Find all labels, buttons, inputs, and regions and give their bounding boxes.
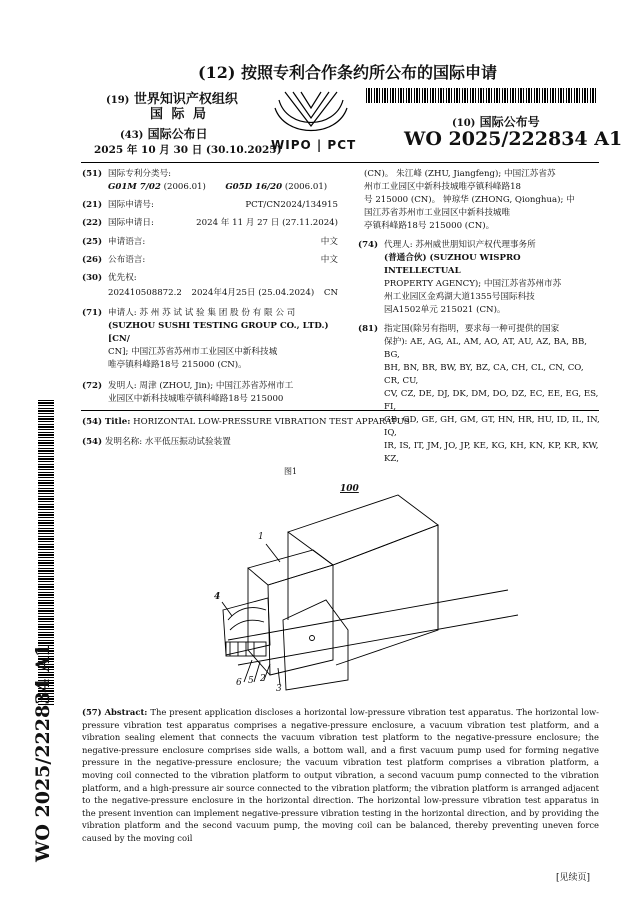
designated-states-5: IR, IS, IT, JM, JO, JP, KE, KG, KH, KN, KP, KR, KW, KZ, [384,441,599,464]
f81-num: (81) [358,324,379,334]
priority-country: CN [323,288,338,298]
f71-num: (71) [82,308,103,318]
inventors-cont-1: (CN)。 朱江峰 (ZHU, Jiangfeng); 中国江苏省苏 [364,169,556,179]
agent-address-1: 州工业园区金鸡湖大道1355号国际科技 [384,292,535,302]
applicant-address-2: 唯亭镇科峰路18号 215000 (CN)。 [108,360,247,370]
field-51 [82,168,338,194]
abstract-num: (57) [82,707,102,717]
designated-states-1: 保护): AE, AG, AL, AM, AO, AT, AU, AZ, BA, BB, BG, [384,337,588,360]
pub-no-value: WO 2025/222834 A1 [404,128,623,150]
field-71 [82,307,338,372]
abstract-text: The present application discloses a horizontal low-pressure vibration test apparatus. The horizontal low-pressure vibration test apparatus comprises a negative-pressure enclosure, a vacuum vibration test platform, and a vibration sealing element that connects the vacuum vibration test platform to the negative-pressure enclosure; the negative-pressure enclosure comprises side walls, a bottom wall, and a first vacuum pump used for forming negative pressure in the negative-pressure enclosure; the vacuum vibration test platform comprises a vibration platform, a moving coil connected to the vibration platform to output vibration, a second vacuum pump connected to the vibration platform, and a high-pressure air source connected to the vibration platform; the vibration platform is arranged adjacent to the negative-pressure enclosure in the horizontal direction. The horizontal low-pressure vibration test apparatus in the present invention can implement negative-pressure vibration testing in the horizontal direction, and by providing the vibration platform and the second vacuum pump, the moving coil can be balanced, thereby preventing uneven force caused by the moving coil [82,707,599,843]
fig-ref-1: 1 [258,532,264,542]
filing-date: 2024 年 11 月 27 日 (27.11.2024) [196,218,338,228]
pub-no-num: (10) [452,118,476,129]
title-en-value: HORIZONTAL LOW-PRESSURE VIBRATION TEST APPARATUS [133,417,410,427]
agent-name-en-2: PROPERTY AGENCY); 中国江苏省苏州市苏 [384,279,562,289]
f22-label: 国际申请日: [108,218,154,228]
inventor-line-1: 周津 (ZHOU, Jin); 中国江苏省苏州市工 [139,381,294,391]
designated-intro: (除另有指明，要求每一种可提供的国家 [409,324,560,334]
priority-date: 2024年4月25日 (25.04.2024) [191,288,315,298]
f74-num: (74) [358,240,379,250]
f26-label: 公布语言: [108,255,146,265]
ipc-class-1-date: (2006.01) [163,182,206,192]
doc-type-text: 按照专利合作条约所公布的国际申请 [240,63,497,82]
inventors-cont-4: 国江苏省苏州市工业园区中新科技城唯 [364,208,511,218]
f25-num: (25) [82,237,103,247]
pub-no-label-text: 国际公布号 [479,115,540,129]
abstract [82,706,599,845]
f30-label: 优先权: [108,273,137,283]
top-barcode [366,88,598,103]
org-line1: 世界知识产权组织 [133,92,238,107]
org-line2: 国 际 局 [150,107,209,122]
fig-ref-2: 2 [260,674,266,684]
pub-date-num: (43) [120,130,144,141]
applicant-name-zh: 苏 州 苏 试 试 验 集 团 股 份 有 限 公 司 [139,308,296,318]
field-26 [82,254,338,267]
f72-label: 发明人: [108,381,137,391]
wipo-pct-text: WIPO | PCT [271,138,357,152]
title-zh-value: 水平低压振动试验装置 [144,437,231,447]
f26-num: (26) [82,255,103,265]
apparatus-drawing [208,470,528,700]
doc-type-num: (12) [198,63,236,82]
field-25 [82,236,338,249]
field-72 [82,380,338,406]
agent-address-2: 园A1502单元 215021 (CN)。 [384,305,506,315]
f72-num: (72) [82,381,103,391]
designated-states-4: GB, GD, GE, GH, GM, GT, HN, HR, HU, ID, IL, IN, IQ, [384,415,600,438]
publication-language: 中文 [320,255,338,265]
document-type [198,60,497,83]
inventor-line-2: 业园区中新科技城唯亭镇科峰路18号 215000 [108,394,284,404]
title-en-num: (54) [82,417,103,427]
pub-date-label [120,125,208,142]
f71-label: 申请人: [108,308,137,318]
figure-caption: 图1 [284,467,298,476]
pub-date-label-text: 国际公布日 [147,127,208,141]
f22-num: (22) [82,218,103,228]
ipc-class-2: G05D 16/20 [225,182,283,192]
bib-left-column [82,168,338,406]
applicant-address-1: CN]; 中国江苏省苏州市工业园区中新科技城 [108,347,278,357]
f51-num: (51) [82,169,103,179]
continued-marker: [见续页] [556,873,591,883]
abstract-label: Abstract: [104,707,148,717]
f30-num: (30) [82,273,103,283]
fig-ref-4: 4 [214,592,221,602]
field-30 [82,272,338,300]
field-22 [82,217,338,230]
ipc-class-2-date: (2006.01) [284,182,328,192]
fig-ref-6: 6 [236,678,242,688]
inventors-cont-3: 号 215000 (CN)。 钟琼华 (ZHONG, Qionghua); 中 [364,195,575,205]
wipo-logo [265,86,357,156]
designated-states-2: BH, BN, BR, BW, BY, BZ, CA, CH, CL, CN, CO, CR, CU, [384,363,584,386]
application-number: PCT/CN2024/134915 [245,200,338,210]
field-81 [358,323,600,466]
f74-label: 代理人: [384,240,413,250]
designated-states-3: CV, CZ, DE, DJ, DK, DM, DO, DZ, EC, EE, EG, ES, FI, [384,389,599,412]
fig-ref-100: 100 [340,484,359,494]
title-zh-label: 发明名称: [104,437,143,447]
side-pub-no: WO 2025/222834 A1 [32,643,54,862]
filing-language: 中文 [320,237,338,247]
org-num: (19) [106,95,130,106]
agent-name-en-1: (普通合伙) (SUZHOU WISPRO INTELLECTUAL [384,253,521,276]
priority-number: 202410508872.2 [108,288,182,298]
title-en [82,416,410,429]
f21-num: (21) [82,200,103,210]
figure-drawing [208,470,528,700]
f21-label: 国际申请号: [108,200,154,210]
ipc-class-1: G01M 7/02 [108,182,161,192]
title-en-label: Title: [104,417,131,427]
fig-ref-3: 3 [276,684,282,694]
applicant-name-en: (SUZHOU SUSHI TESTING GROUP CO., LTD.) [CN/ [108,321,329,344]
fig-ref-5: 5 [248,676,254,686]
inventors-cont-5: 亭镇科峰路18号 215000 (CN)。 [364,221,495,231]
pub-date-value: 2025 年 10 月 30 日 (30.10.2025) [94,144,282,156]
agent-name-zh: 苏州威世朋知识产权代理事务所 [415,240,536,250]
f25-label: 申请语言: [108,237,146,247]
title-zh [82,436,231,449]
f51-label: 国际专利分类号: [108,169,172,179]
f81-label: 指定国 [384,324,410,334]
title-zh-num: (54) [82,437,103,447]
field-74 [358,239,600,317]
inventors-cont-2: 州市工业园区中新科技城唯亭镇科峰路18 [364,182,522,192]
field-21 [82,199,338,212]
